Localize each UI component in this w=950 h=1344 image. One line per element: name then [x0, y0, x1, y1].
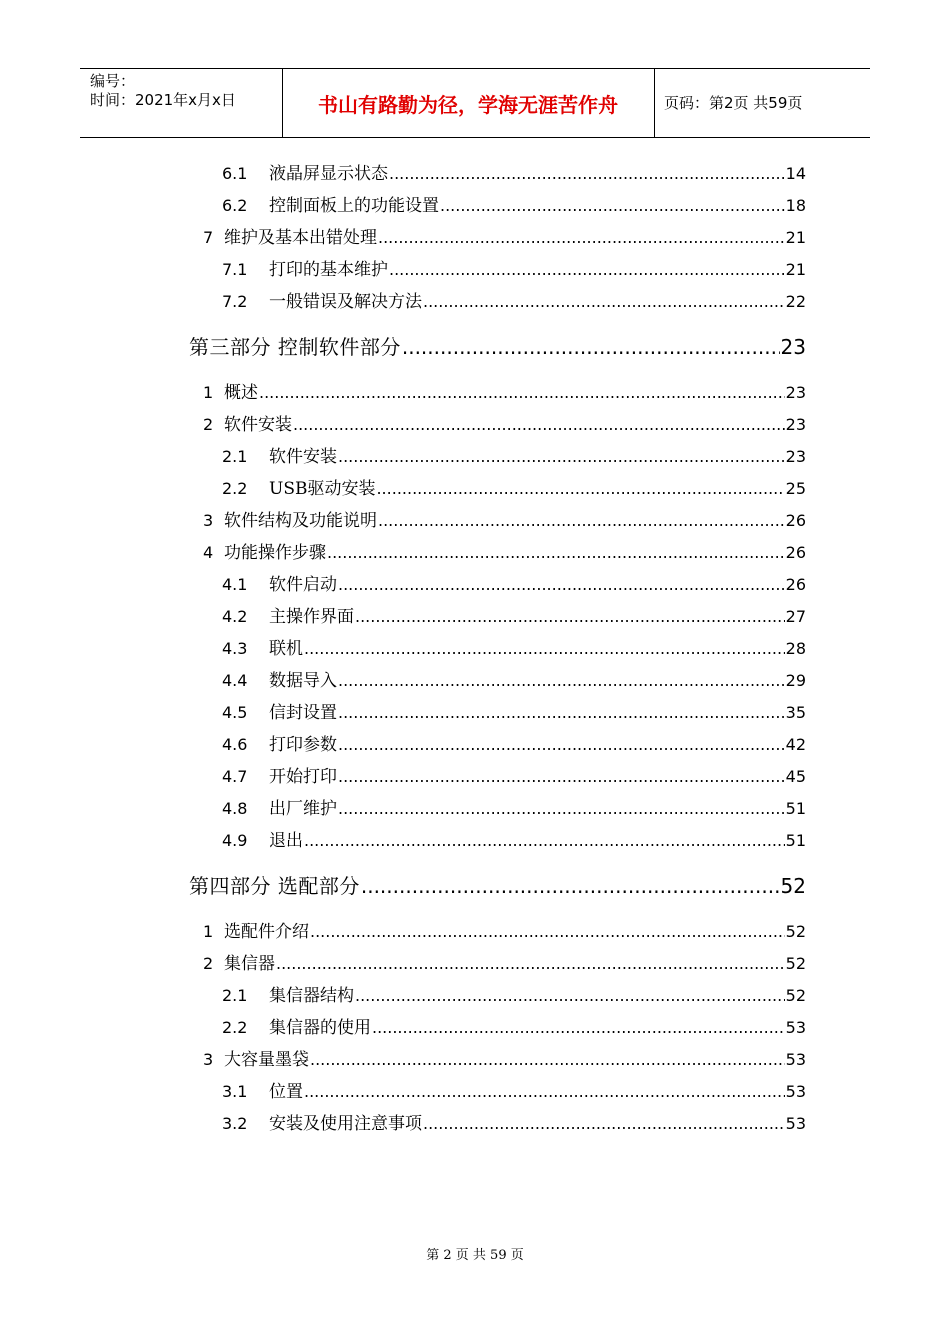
header-page-code: 页码：第2页 共59页	[664, 94, 803, 112]
toc-entry-page: 26	[785, 511, 806, 530]
toc-dot-leader	[338, 799, 785, 819]
toc-entry-number: 1	[203, 922, 214, 941]
toc-entry-number: 3.2	[222, 1114, 248, 1133]
page-footer: 第 2 页 共 59 页	[426, 1248, 524, 1263]
toc-entry-number: 4	[203, 543, 214, 562]
toc-entry[interactable]	[203, 543, 806, 563]
toc-entry-number: 2	[203, 415, 214, 434]
toc-dot-leader	[423, 1114, 785, 1134]
toc-entry-title: 打印的基本维护	[269, 260, 388, 280]
toc-entry[interactable]	[222, 671, 806, 691]
toc-dot-leader	[389, 164, 785, 184]
toc-entry-page: 35	[785, 703, 806, 722]
toc-entry-number: 7	[203, 228, 214, 247]
toc-entry-title: 维护及基本出错处理	[224, 228, 377, 248]
toc-entry-page: 52	[785, 954, 806, 973]
toc-entry-page: 26	[785, 575, 806, 594]
toc-entry-number: 4.1	[222, 575, 248, 594]
toc-dot-leader	[423, 292, 785, 312]
toc-entry-title: 软件结构及功能说明	[224, 511, 377, 531]
toc-entry-title: 一般错误及解决方法	[269, 292, 422, 312]
toc-entry-page: 52	[780, 874, 806, 898]
toc-entry-number: 4.5	[222, 703, 248, 722]
toc-entry-page: 25	[785, 479, 806, 498]
toc-entry-page: 18	[785, 196, 806, 215]
toc-entry-page: 29	[785, 671, 806, 690]
toc-dot-leader	[361, 873, 780, 899]
toc-entry[interactable]	[222, 986, 806, 1006]
toc-entry-title: 控制面板上的功能设置	[269, 196, 439, 216]
toc-entry[interactable]	[222, 767, 806, 787]
toc-entry[interactable]	[203, 415, 806, 435]
toc-entry-number: 2.1	[222, 447, 248, 466]
toc-entry-title: 第四部分 选配部分	[189, 874, 360, 898]
toc-entry[interactable]	[222, 639, 806, 659]
toc-entry[interactable]	[222, 447, 806, 467]
toc-entry[interactable]	[222, 575, 806, 595]
toc-entry-title: 功能操作步骤	[224, 543, 326, 563]
toc-entry-page: 23	[785, 383, 806, 402]
toc-dot-leader	[310, 1050, 785, 1070]
toc-dot-leader	[304, 1082, 785, 1102]
toc-entry-number: 6.2	[222, 196, 248, 215]
toc-part-heading[interactable]	[189, 334, 806, 360]
toc-dot-leader	[440, 196, 785, 216]
toc-entry[interactable]	[222, 1114, 806, 1134]
toc-entry-page: 23	[785, 447, 806, 466]
toc-entry[interactable]	[203, 954, 806, 974]
toc-entry-title: 出厂维护	[269, 799, 337, 819]
toc-entry-title: 集信器	[224, 954, 275, 974]
toc-entry-number: 2.2	[222, 1018, 248, 1037]
toc-entry-number: 7.1	[222, 260, 248, 279]
toc-dot-leader	[355, 607, 785, 627]
toc-dot-leader	[338, 767, 785, 787]
toc-entry-title: 软件安装	[269, 447, 337, 467]
toc-entry-title: 集信器的使用	[269, 1018, 371, 1038]
toc-entry-title: 软件安装	[224, 415, 292, 435]
toc-entry[interactable]	[222, 260, 806, 280]
toc-entry-page: 23	[780, 335, 806, 359]
toc-entry[interactable]	[203, 383, 806, 403]
toc-dot-leader	[355, 986, 785, 1006]
toc-entry-page: 51	[785, 799, 806, 818]
toc-entry-title: 信封设置	[269, 703, 337, 723]
toc-dot-leader	[338, 447, 785, 467]
toc-entry[interactable]	[222, 1082, 806, 1102]
toc-entry-number: 3	[203, 511, 214, 530]
toc-entry-title: 液晶屏显示状态	[269, 164, 388, 184]
toc-entry[interactable]	[222, 479, 806, 499]
toc-entry-number: 4.9	[222, 831, 248, 850]
toc-entry[interactable]	[203, 228, 806, 248]
toc-dot-leader	[327, 543, 785, 563]
toc-entry-page: 52	[785, 986, 806, 1005]
toc-entry-page: 27	[785, 607, 806, 626]
toc-entry-title: 集信器结构	[269, 986, 354, 1006]
toc-entry-page: 53	[785, 1114, 806, 1133]
toc-dot-leader	[338, 671, 785, 691]
toc-entry[interactable]	[222, 703, 806, 723]
toc-dot-leader	[338, 703, 785, 723]
toc-dot-leader	[338, 575, 785, 595]
toc-dot-leader	[389, 260, 785, 280]
toc-entry-page: 14	[785, 164, 806, 183]
toc-entry-number: 3.1	[222, 1082, 248, 1101]
toc-dot-leader	[372, 1018, 785, 1038]
toc-entry-number: 2.1	[222, 986, 248, 1005]
toc-entry[interactable]	[222, 607, 806, 627]
toc-entry-page: 21	[785, 260, 806, 279]
toc-entry-title: 安装及使用注意事项	[269, 1114, 422, 1134]
header-motto: 书山有路勤为径，学海无涯苦作舟	[318, 93, 618, 117]
document-number-label: 编号：	[90, 72, 136, 90]
toc-dot-leader	[376, 479, 784, 499]
toc-entry[interactable]	[222, 735, 806, 755]
toc-entry-page: 53	[785, 1018, 806, 1037]
toc-entry[interactable]	[222, 831, 806, 851]
toc-entry-title: 大容量墨袋	[224, 1050, 309, 1070]
toc-dot-leader	[304, 639, 785, 659]
toc-entry[interactable]	[222, 196, 806, 216]
toc-entry-title: USB驱动安装	[269, 479, 376, 499]
toc-dot-leader	[259, 383, 785, 403]
toc-entry[interactable]	[203, 922, 806, 942]
toc-entry-page: 53	[785, 1050, 806, 1069]
toc-entry[interactable]	[222, 1018, 806, 1038]
toc-entry-page: 28	[785, 639, 806, 658]
toc-entry-title: 联机	[269, 639, 303, 659]
toc-dot-leader	[378, 228, 785, 248]
toc-entry[interactable]	[222, 799, 806, 819]
toc-entry[interactable]	[203, 511, 806, 531]
toc-entry-page: 42	[785, 735, 806, 754]
toc-entry-title: 退出	[269, 831, 303, 851]
toc-dot-leader	[338, 735, 785, 755]
toc-entry-page: 45	[785, 767, 806, 786]
toc-entry-number: 2	[203, 954, 214, 973]
toc-entry-number: 4.4	[222, 671, 248, 690]
toc-entry-number: 4.3	[222, 639, 248, 658]
toc-entry-title: 开始打印	[269, 767, 337, 787]
toc-entry[interactable]	[222, 164, 806, 184]
toc-entry-page: 26	[785, 543, 806, 562]
toc-dot-leader	[276, 954, 785, 974]
toc-entry-title: 主操作界面	[269, 607, 354, 627]
toc-dot-leader	[378, 511, 785, 531]
toc-entry-page: 23	[785, 415, 806, 434]
toc-entry-page: 21	[785, 228, 806, 247]
toc-entry-number: 4.6	[222, 735, 248, 754]
toc-entry-page: 51	[785, 831, 806, 850]
toc-dot-leader	[293, 415, 785, 435]
toc-entry-page: 52	[785, 922, 806, 941]
toc-entry-title: 第三部分 控制软件部分	[189, 335, 401, 359]
toc-entry-page: 53	[785, 1082, 806, 1101]
toc-entry-number: 7.2	[222, 292, 248, 311]
toc-entry[interactable]	[222, 292, 806, 312]
toc-entry-number: 4.8	[222, 799, 248, 818]
toc-entry-title: 选配件介绍	[224, 922, 309, 942]
toc-dot-leader	[310, 922, 785, 942]
toc-entry-title: 打印参数	[269, 735, 337, 755]
toc-entry[interactable]	[203, 1050, 806, 1070]
toc-entry-title: 软件启动	[269, 575, 337, 595]
toc-entry-number: 2.2	[222, 479, 248, 498]
toc-entry-number: 3	[203, 1050, 214, 1069]
toc-entry-page: 22	[785, 292, 806, 311]
toc-entry-number: 4.7	[222, 767, 248, 786]
toc-entry-title: 位置	[269, 1082, 303, 1102]
toc-dot-leader	[304, 831, 785, 851]
document-time-label: 时间：2021年x月x日	[90, 91, 236, 109]
toc-entry-number: 6.1	[222, 164, 248, 183]
toc-entry-title: 数据导入	[269, 671, 337, 691]
toc-dot-leader	[402, 334, 780, 360]
toc-entry-title: 概述	[224, 383, 258, 403]
toc-entry-number: 4.2	[222, 607, 248, 626]
toc-part-heading[interactable]	[189, 873, 806, 899]
toc-entry-number: 1	[203, 383, 214, 402]
